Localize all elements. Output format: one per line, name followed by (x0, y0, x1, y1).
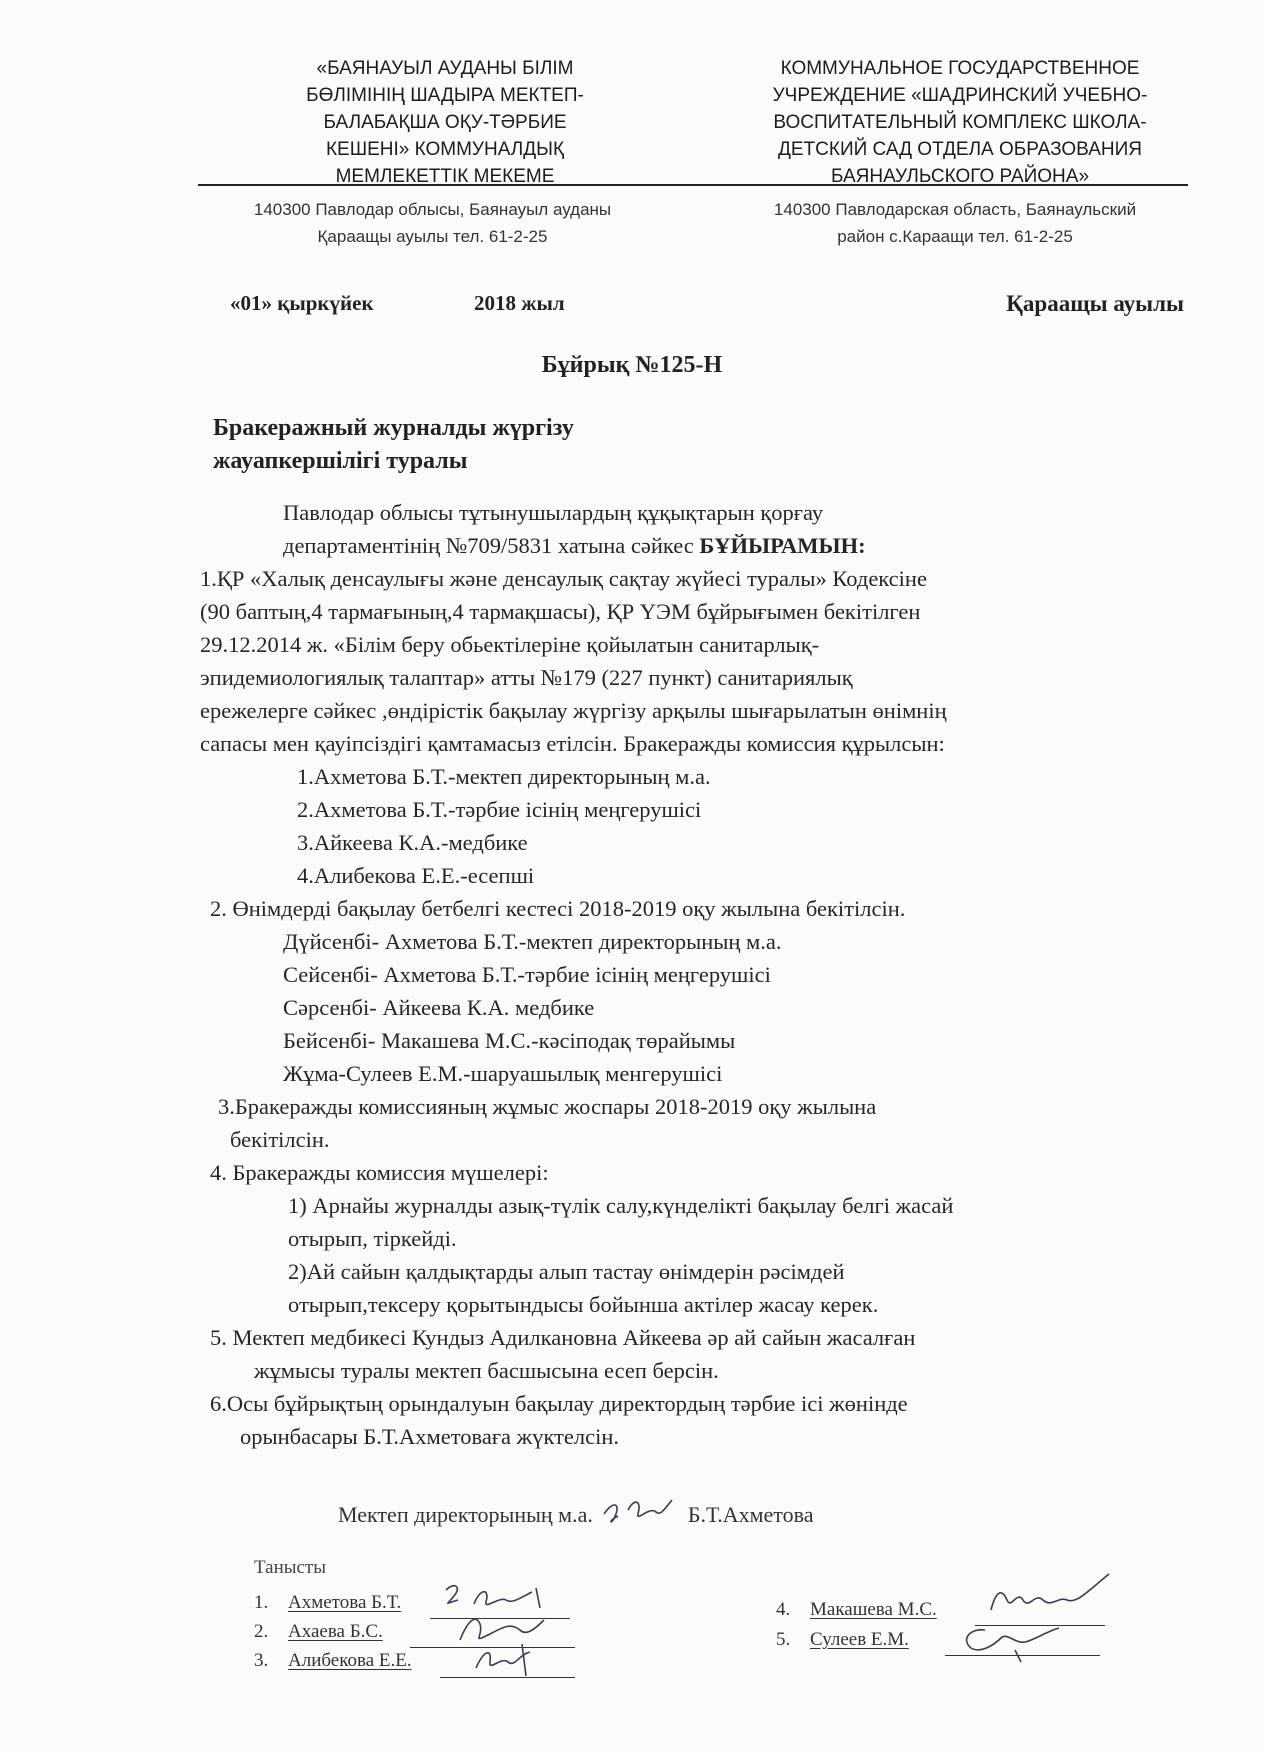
address-line: 140300 Павлодарская область, Баянаульский (773, 200, 1137, 219)
p6-line: 6.Осы бұйрықтың орындалуын бақылау директордың тәрбие ісі жөнінде (210, 1391, 908, 1416)
subject-line: Бракеражный журналды жүргізу (213, 415, 574, 441)
p4-item: отырып, тіркейді. (288, 1226, 457, 1251)
row-number: 4. (776, 1599, 791, 1620)
p4-item: отырып,тексеру қорытындысы бойынша актілер жасау керек. (288, 1292, 879, 1317)
acknowledgement-row (254, 1650, 412, 1672)
row-number: 5. (776, 1629, 791, 1650)
schedule-item: Жұма-Сулеев Е.М.-шаруашылық менгерушісі (283, 1061, 723, 1086)
p1-line: сапасы мен қауіпсіздігі қамтамасыз етілсін. Бракеражды комиссия құрылсын: (200, 731, 945, 756)
p1-line: ережелерге сәйкес ,өндірістік бақылау жүргізу арқылы шығарылатын өнімнің (200, 698, 947, 723)
org-line: «БАЯНАУЫЛ АУДАНЫ БІЛІМ (316, 58, 574, 79)
person-name: Сулеев Е.М. (810, 1629, 909, 1650)
address-russian (725, 196, 1185, 250)
address-line: 140300 Павлодар облысы, Баянауыл ауданы (253, 200, 612, 219)
acknowledgement-row (776, 1629, 909, 1651)
person-name: Ахметова Б.Т. (288, 1592, 402, 1613)
commission-member: 2.Ахметова Б.Т.-тәрбие ісінің меңгерушісі (297, 797, 702, 822)
order-year: 2018 жыл (474, 291, 565, 315)
p4-item: 1) Арнайы журналды азық-түлік салу,күнделікті бақылау белгі жасай (288, 1193, 954, 1218)
p1-line: 1.ҚР «Халық денсаулығы және денсаулық сақтау жүйесі туралы» Кодексіне (200, 566, 927, 591)
acknowledgement-row (254, 1621, 383, 1643)
director-signature-line (338, 1502, 813, 1532)
p5-line: жұмысы туралы мектеп басшысына есеп берсін. (254, 1358, 719, 1383)
p2-line: 2. Өнімдерді бақылау бетбелгі кестесі 2018-2019 оқу жылына бекітілсін. (210, 896, 906, 921)
p1-line: эпидемиологиялық талаптар» атты №179 (227 пункт) санитариялық (200, 665, 853, 690)
handwritten-signature (598, 1502, 682, 1532)
intro-line-1: Павлодар облысы тұтынушылардың құқықтарын қорғау (283, 500, 824, 525)
address-line: район с.Караащи тел. 61-2-25 (837, 227, 1073, 246)
org-name-kazakh (255, 55, 635, 190)
director-title: Мектеп директорының м.а. (338, 1502, 593, 1528)
row-number: 3. (254, 1650, 269, 1671)
acknowledgement-row (776, 1599, 937, 1621)
p4-item: 2)Ай сайын қалдықтарды алып тастау өнімдерін рәсімдей (288, 1259, 845, 1284)
acknowledgement-row (254, 1592, 401, 1614)
org-name-russian (700, 55, 1220, 190)
handwritten-signature (470, 1640, 550, 1680)
address-line: Қараащы ауылы тел. 61-2-25 (317, 227, 548, 246)
row-number: 2. (254, 1621, 269, 1642)
order-subject (213, 412, 574, 478)
p5-line: 5. Мектеп медбикесі Кундыз Адилкановна Айкеева әр ай сайын жасалған (210, 1325, 916, 1350)
org-line: ДЕТСКИЙ САД ОТДЕЛА ОБРАЗОВАНИЯ (778, 139, 1142, 160)
org-line: ВОСПИТАТЕЛЬНЫЙ КОМПЛЕКС ШКОЛА- (773, 112, 1147, 133)
org-line: КЕШЕНІ» КОММУНАЛДЫҚ (325, 139, 565, 160)
p6-line: орынбасары Б.Т.Ахметоваға жүктелсін. (240, 1424, 620, 1449)
org-line: КОММУНАЛЬНОЕ ГОСУДАРСТВЕННОЕ (780, 58, 1140, 79)
person-name: Ахаева Б.С. (288, 1621, 383, 1642)
org-line: БӨЛІМІНІҢ ШАДЫРА МЕКТЕП- (306, 85, 584, 106)
handwritten-signature (985, 1570, 1115, 1620)
p1-line: 29.12.2014 ж. «Білім беру обьектілеріне қойылатын санитарлық- (200, 632, 820, 657)
p3-line: бекітілсін. (230, 1127, 330, 1152)
org-line: МЕМЛЕКЕТТІК МЕКЕМЕ (335, 166, 555, 187)
org-line: БАЛАБАҚША ОҚУ-ТӘРБИЕ (323, 112, 567, 133)
commission-member: 3.Айкеева К.А.-медбике (297, 830, 528, 855)
person-name: Алибекова Е.Е. (288, 1650, 412, 1671)
director-name: Б.Т.Ахметова (687, 1502, 814, 1528)
intro-line-2 (283, 533, 866, 559)
commission-member: 4.Алибекова Е.Е.-есепші (297, 863, 535, 888)
row-number: 1. (254, 1592, 269, 1613)
subject-line: жауапкершілігі туралы (213, 448, 468, 474)
schedule-item: Дүйсенбі- Ахметова Б.Т.-мектеп директорының м.а. (283, 929, 782, 954)
commission-member: 1.Ахметова Б.Т.-мектеп директорының м.а. (297, 764, 711, 789)
address-kazakh (205, 196, 660, 250)
order-place: Қараащы ауылы (1006, 291, 1184, 316)
org-line: БАЯНАУЛЬСКОГО РАЙОНА» (830, 166, 1090, 187)
p3-line: 3.Бракеражды комиссияның жұмыс жоспары 2018-2019 оқу жылына (218, 1094, 877, 1119)
schedule-item: Бейсенбі- Макашева М.С.-кәсіподақ төрайымы (283, 1028, 736, 1053)
org-line: УЧРЕЖДЕНИЕ «ШАДРИНСКИЙ УЧЕБНО- (772, 85, 1148, 106)
acknowledgement-title: Танысты (254, 1557, 327, 1578)
order-date: «01» қыркүйек (230, 291, 374, 315)
header-divider (198, 184, 1188, 186)
intro-text: департаментінің №709/5831 хатына сәйкес (283, 533, 700, 558)
person-name: Макашева М.С. (810, 1599, 937, 1620)
p4-line: 4. Бракеражды комиссия мүшелері: (210, 1160, 549, 1185)
schedule-item: Сәрсенбі- Айкеева К.А. медбике (283, 995, 595, 1020)
order-keyword: БҰЙЫРАМЫН: (699, 533, 866, 558)
handwritten-signature (955, 1620, 1065, 1665)
order-title: Бұйрық №125-Н (541, 352, 723, 378)
schedule-item: Сейсенбі- Ахметова Б.Т.-тәрбие ісінің меңгерушісі (283, 962, 771, 987)
p1-line: (90 баптың,4 тармағының,4 тармақшасы), ҚР ҮЭМ бұйрығымен бекітілген (200, 599, 921, 624)
